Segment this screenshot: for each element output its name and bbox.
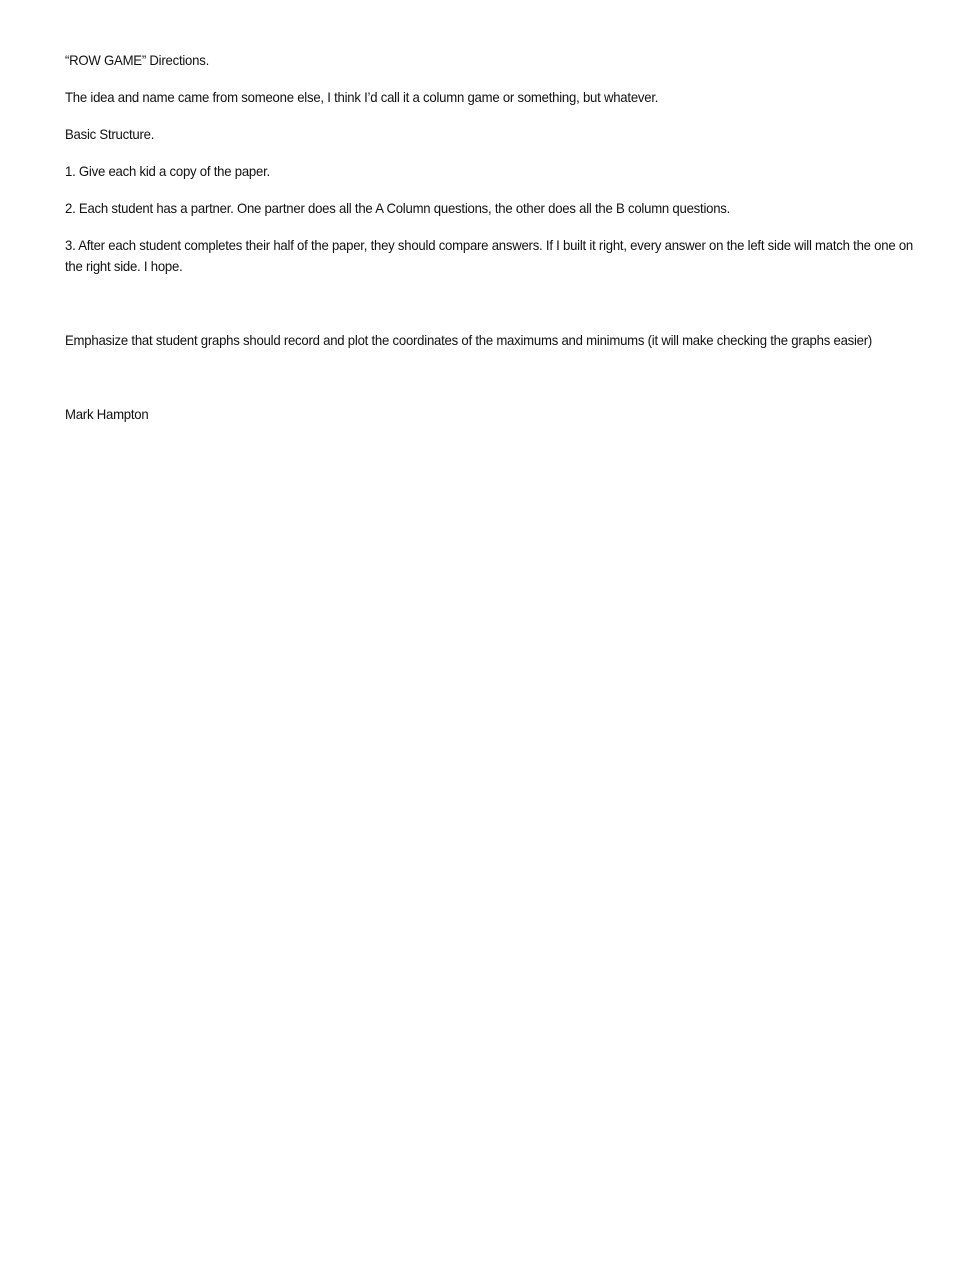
document-body	[65, 50, 913, 425]
author-name: Mark Hampton	[65, 406, 149, 422]
step-2: 2. Each student has a partner. One partner does all the A Column questions, the other does all the B column questions.	[65, 200, 731, 216]
emphasis-note: Emphasize that student graphs should record and plot the coordinates of the maximums and minimums (it will make checking the graphs easier)	[65, 332, 873, 348]
intro-paragraph: The idea and name came from someone else, I think I’d call it a column game or something, but whatever.	[65, 89, 659, 105]
section-heading: Basic Structure.	[65, 126, 155, 142]
step-3: 3. After each student completes their half of the paper, they should compare answers. If I built it right, every answer on the left side will match the one on the right side. I hope.	[65, 237, 913, 274]
step-1: 1. Give each kid a copy of the paper.	[65, 163, 270, 179]
document-title: “ROW GAME” Directions.	[65, 52, 209, 68]
